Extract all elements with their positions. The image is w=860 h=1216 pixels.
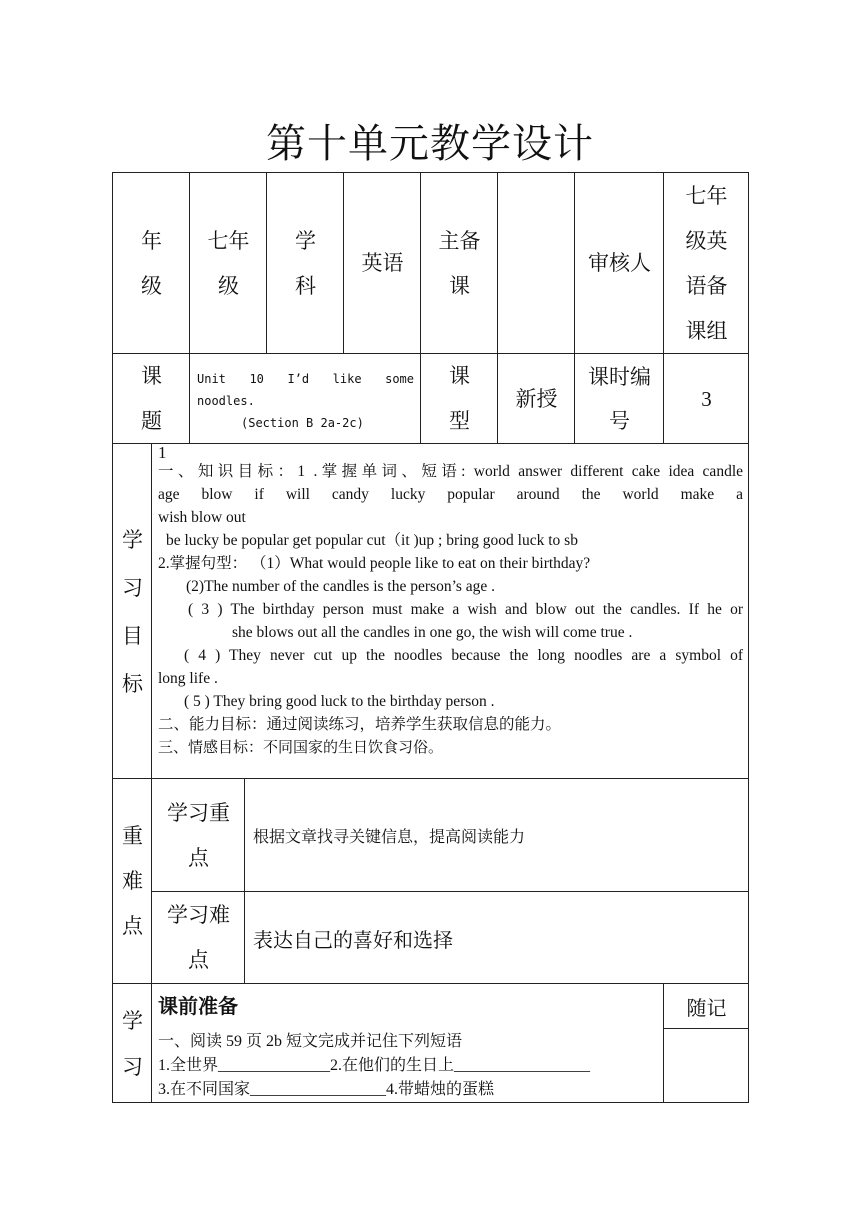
objective-line-2: age blow if will candy lucky popular around the world make a [158,486,743,503]
type-label: 课型 [449,364,470,433]
objectives-marker: 1 [158,443,167,462]
subject-label: 学科 [295,228,316,298]
topic-label-cell [112,353,190,444]
key-points-label-cell [112,778,152,984]
period-label-cell [574,353,664,444]
topic-label: 课题 [141,364,162,433]
objective-line-9: ( 4 ) They never cut up the noodles because the long noodles are a symbol of [184,647,743,664]
objective-line-8: she blows out all the candles in one go, the wish will come true . [232,624,633,641]
grade-label-cell [112,172,190,354]
objective-line-4: be lucky be popular get popular cut（it )up ; bring good luck to sb [166,532,578,549]
objective-line-6: (2)The number of the candles is the person’s age . [186,578,496,595]
period-label: 课时编号 [588,365,651,433]
grade-value: 七年级 [207,228,250,298]
objectives-label-cell [112,443,152,779]
subject-value: 英语 [361,251,404,275]
objective-line-12: 二、能力目标：通过阅读练习，培养学生获取信息的能力。 [158,716,562,733]
objectives-label: 学习目标 [122,527,143,696]
grade-label: 年级 [141,228,162,298]
process-section-title: 课前准备 [158,994,238,1018]
notes-area [663,1028,749,1103]
process-label: 学习 [122,1008,143,1079]
reviewer-value-cell [663,172,749,354]
subject-value-cell [343,172,421,354]
difficulty-label-cell [151,891,245,984]
type-value: 新授 [515,386,558,411]
lesson-plan-table [112,172,749,1103]
process-line-1: 一、阅读 59 页 2b 短文完成并记住下列短语 [158,1033,463,1050]
grade-value-cell [189,172,267,354]
process-line-3: 3.在不同国家_________________4.带蜡烛的蛋糕 [158,1081,495,1098]
difficulty-text: 表达自己的喜好和选择 [253,927,453,952]
subject-label-cell [266,172,344,354]
objective-line-1: 一、知识目标：1 .掌握单词、短语: world answer different cake idea candle [158,463,743,480]
difficulty-text-cell [244,891,749,984]
reviewer-label-cell [574,172,664,354]
document-title: 第十单元教学设计 [266,121,594,167]
objective-line-10: long life . [158,670,218,687]
focus-text: 根据文章找寻关键信息，提高阅读能力 [253,827,526,846]
focus-label: 学习重点 [167,800,230,870]
lead-value-cell [497,172,575,354]
objective-line-11: ( 5 ) They bring good luck to the birthday person . [184,693,495,710]
process-content [151,983,664,1103]
objective-line-5: 2.掌握句型： （1）What would people like to eat on their birthday? [158,555,591,572]
reviewer-value: 七年级英语备课组 [685,183,728,343]
key-points-label: 重难点 [122,824,143,938]
reviewer-label: 审核人 [588,251,651,275]
objective-line-3: wish blow out [158,509,246,526]
difficulty-label: 学习难点 [167,903,230,972]
notes-label-cell [663,983,749,1029]
type-label-cell [420,353,498,444]
objective-line-13: 三、情感目标：不同国家的生日饮食习俗。 [158,738,444,756]
process-label-cell [112,983,152,1103]
focus-text-cell [244,778,749,892]
topic-value-cell [189,353,421,444]
period-value-cell [663,353,749,444]
type-value-cell [497,353,575,444]
topic-line-3: (Section B 2a-2c) [241,416,364,430]
focus-label-cell [151,778,245,892]
notes-label: 随记 [686,996,727,1020]
lead-label: 主备课 [438,228,481,298]
lead-label-cell [420,172,498,354]
objectives-content [151,443,749,779]
process-line-2: 1.全世界______________2.在他们的生日上_________________ [158,1057,591,1074]
period-value: 3 [701,386,712,411]
objective-line-7: ( 3 ) The birthday person must make a wish and blow out the candles. If he or [188,601,743,618]
topic-line-2: noodles. [197,394,255,408]
topic-line-1: Unit 10 I’d like some [197,372,414,386]
